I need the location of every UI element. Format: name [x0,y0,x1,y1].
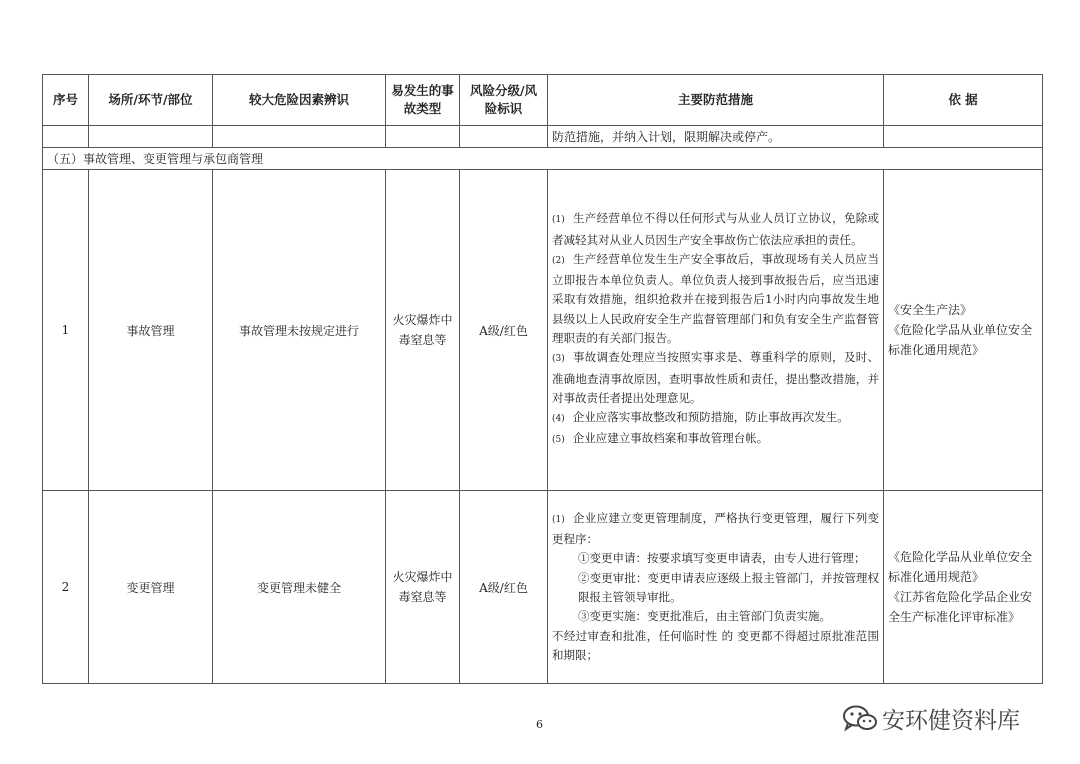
measure-item: (4) 企业应落实事故整改和预防措施，防止事故再次发生。 [552,410,849,425]
header-accident-type: 易发生的事故类型 [386,75,460,126]
measure-step: ①变更申请：按要求填写变更申请表，由专人进行管理； [578,551,866,566]
watermark-text: 安环健资料库 [882,708,1020,734]
page-number: 6 [536,718,543,731]
basis-item: 《江苏省危险化学品企业安全生产标准化评审标准》 [888,590,1033,624]
header-risk: 风险分级/风险标识 [460,75,548,126]
measure-step: ③变更实施：变更批准后，由主管部门负责实施。 [578,609,831,624]
header-measures: 主要防范措施 [548,75,884,126]
table-row [43,170,1043,491]
basis-item: 《危险化学品从业单位安全标准化通用规范》 [888,323,1033,357]
row-risk: A级/红色 [460,491,548,684]
measure-item: (5) 企业应建立事故档案和事故管理台帐。 [552,431,769,446]
measure-item: (3) 事故调查处理应当按照实事求是、尊重科学的原则，及时、准确地查清事故原因，查明事故性质和责任，提出整改措施，并对事故责任者提出处理意见。 [552,350,879,405]
continuation-text: 防范措施，并纳入计划，限期解决或停产。 [548,126,884,148]
measure-tail: 不经过审查和批准，任何临时性 的 变更都不得超过原批准范围和期限； [552,628,879,662]
row-accident-type: 火灾爆炸中毒窒息等 [386,170,460,491]
watermark [842,702,1020,735]
measure-item: (1) 企业应建立变更管理制度，严格执行变更管理，履行下列变更程序： [552,510,879,547]
section-title: （五）事故管理、变更管理与承包商管理 [43,148,1043,170]
basis-item: 《危险化学品从业单位安全标准化通用规范》 [888,550,1033,584]
row-basis [884,491,1043,684]
row-no: 1 [43,170,89,491]
row-accident-type: 火灾爆炸中毒窒息等 [386,491,460,684]
basis-item: 《安全生产法》 [888,303,973,317]
row-place: 事故管理 [89,170,213,491]
header-basis: 依 据 [884,75,1043,126]
measure-item: (2) 生产经营单位发生生产安全事故后，事故现场有关人员应当立即报告本单位负责人。单位负责人接到事故报告后，应当迅速采取有效措施，组织抢救并在接到报告后1小时内向事故发生地县级以上人民政府安全生产监督管理部门和负有安全生产监督管理职责的有关部门报告。 [552,251,879,345]
row-hazard: 事故管理未按规定进行 [213,170,386,491]
row-place: 变更管理 [89,491,213,684]
table-header-row [43,75,1043,126]
header-no: 序号 [43,75,89,126]
header-place: 场所/环节/部位 [89,75,213,126]
table-row [43,491,1043,684]
row-no: 2 [43,491,89,684]
row-measures [548,170,884,491]
continuation-row [43,126,1043,148]
row-measures [548,491,884,684]
row-hazard: 变更管理未健全 [213,491,386,684]
row-risk: A级/红色 [460,170,548,491]
row-basis [884,170,1043,491]
section-row [43,148,1043,170]
measure-step: ②变更审批：变更申请表应逐级上报主管部门，并按管理权限报主管领导审批。 [578,570,879,604]
hazard-table [42,74,1043,684]
wechat-icon [842,705,878,733]
header-hazard: 较大危险因素辨识 [213,75,386,126]
measure-item: (1) 生产经营单位不得以任何形式与从业人员订立协议，免除或者减轻其对从业人员因生产安全事故伤亡依法应承担的责任。 [552,211,879,247]
